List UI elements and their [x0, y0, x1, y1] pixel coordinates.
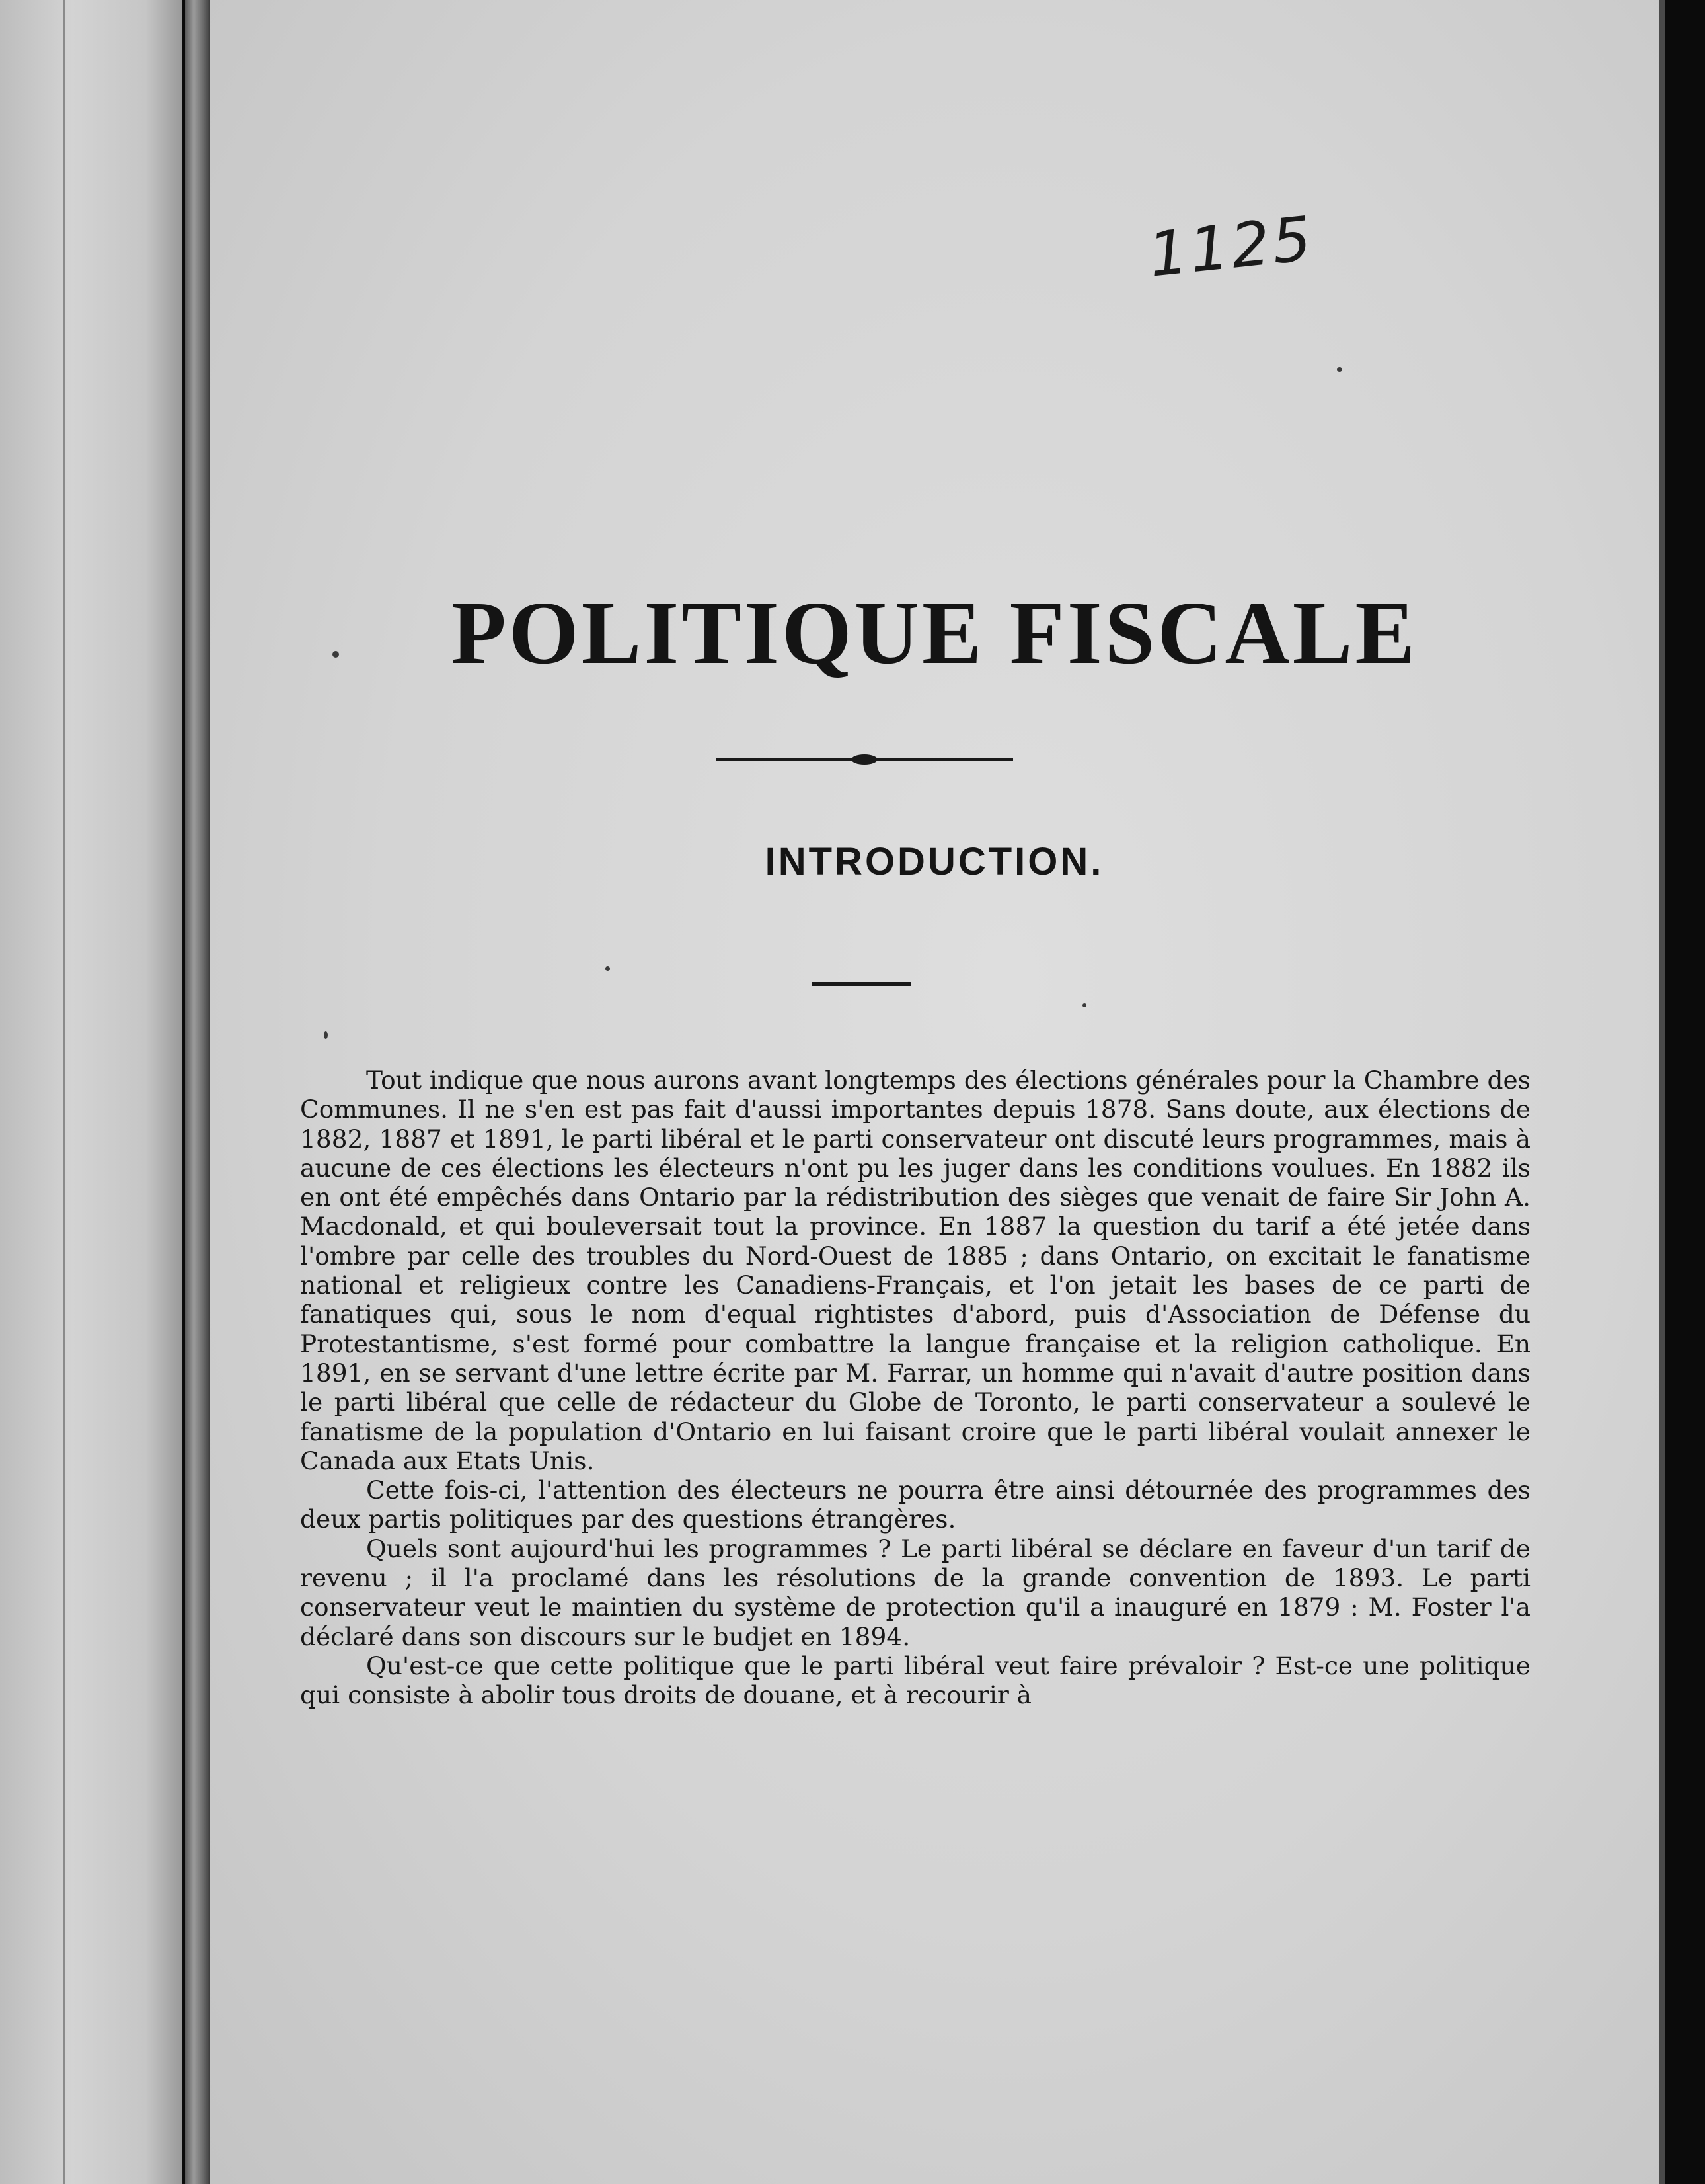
ornamental-rule	[716, 758, 1013, 761]
ink-speck	[1082, 1003, 1086, 1007]
paragraph-4: Qu'est-ce que cette politique que le parti libéral veut faire prévaloir ? Est-ce une politique qui consiste à abolir tous droits de douane, et à recourir à	[300, 1651, 1531, 1710]
paragraph-3: Quels sont aujourd'hui les programmes ? Le parti libéral se déclare en faveur d'un tarif de revenu ; il l'a proclamé dans les résolutions de la grande convention de 1893. Le parti conservateur veut le maintien du système de protection qu'il a inauguré en 1879 : M. Foster l'a déclaré dans son discours sur le budjet en 1894.	[300, 1534, 1531, 1651]
book-binding	[185, 0, 210, 2184]
paragraph-2: Cette fois-ci, l'attention des électeurs ne pourra être ainsi détournée des programmes des deux partis politiques par des questions étrangères.	[300, 1475, 1531, 1534]
section-heading: INTRODUCTION.	[765, 840, 1104, 883]
ink-speck	[332, 651, 339, 658]
paragraph-1: Tout indique que nous aurons avant longtemps des élections générales pour la Chambre des Communes. Il ne s'en est pas fait d'aussi importantes depuis 1878. Sans doute, aux élections de 1882, 1887 et 1891, le parti libéral et le parti conservateur ont discuté leurs programmes, mais à aucune de ces élections les électeurs n'ont pu les juger dans les conditions voulues. En 1882 ils en ont été empêchés dans Ontario par la rédistribution des sièges que venait de faire Sir John A. Macdonald, et qui bouleversait tout la province. En 1887 la question du tarif a été jetée dans l'ombre par celle des troubles du Nord-Ouest de 1885 ; dans Ontario, on excitait le fanatisme national et religieux contre les Canadiens-Français, et l'on jetait les bases de ce parti de fanatiques qui, sous le nom d'equal rightistes d'abord, puis d'Association de Défense du Protestantisme, s'est formé pour combattre la langue française et la religion catholique. En 1891, en se servant d'une lettre écrite par M. Farrar, un homme qui n'avait d'autre position dans le parti libéral que celle de rédacteur du Globe de Toronto, le parti conservateur a soulevé le fanatisme de la population d'Ontario en lui faisant croire que le parti libéral voulait annexer le Canada aux Etats Unis.	[300, 1066, 1531, 1475]
body-text	[300, 1066, 1531, 1710]
document-page	[210, 0, 1665, 2184]
handwritten-page-number: 1125	[1145, 203, 1318, 291]
short-rule	[812, 982, 911, 986]
ink-speck	[605, 966, 610, 971]
ink-speck	[324, 1031, 328, 1039]
page-title: POLITIQUE FISCALE	[451, 584, 1418, 683]
spine-crease	[63, 0, 65, 2184]
ink-speck	[1337, 367, 1342, 372]
previous-page-edge	[0, 0, 182, 2184]
